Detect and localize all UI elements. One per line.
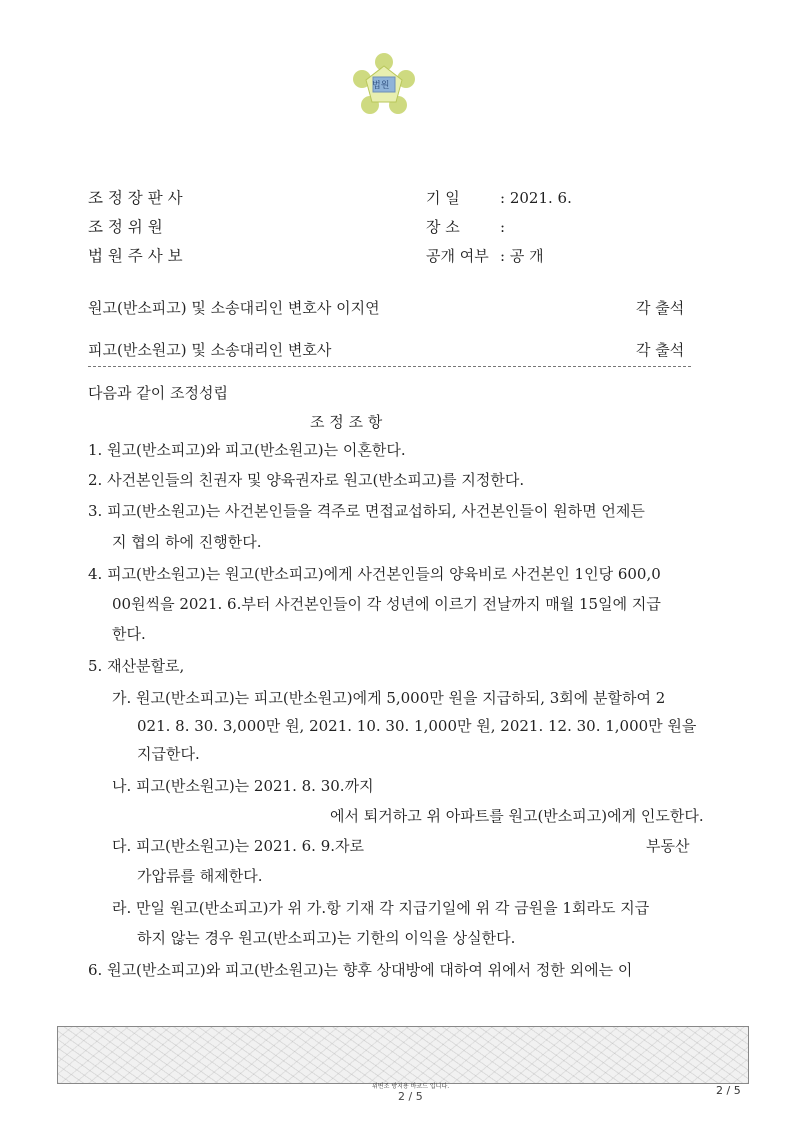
date-label: 기 일 [426, 189, 460, 207]
party-defendant-status: 각 출석 [636, 341, 685, 359]
clause-5-ra: 라. 만일 원고(반소피고)가 위 가.항 기재 각 지급기일에 위 각 금원을 1회라도 지급 [112, 899, 650, 917]
party-plaintiff-status: 각 출석 [636, 299, 685, 317]
clause-1: 1. 원고(반소피고)와 피고(반소원고)는 이혼한다. [88, 441, 406, 459]
anti-forgery-barcode [57, 1026, 749, 1084]
clause-5-ga-cont-2: 지급한다. [137, 745, 200, 763]
clause-5-ga-cont-1: 021. 8. 30. 3,000만 원, 2021. 10. 30. 1,000만 원, 2021. 12. 30. 1,000만 원을 [137, 717, 697, 735]
clause-4-cont-2: 한다. [112, 625, 146, 643]
place-value: : [500, 218, 506, 236]
clerk-label: 법 원 주 사 보 [88, 247, 183, 265]
clause-5-na: 나. 피고(반소원고)는 2021. 8. 30.까지 [112, 777, 374, 795]
clause-4: 4. 피고(반소원고)는 원고(반소피고)에게 사건본인들의 양육비로 사건본인 1인당 600,0 [88, 565, 661, 583]
clause-5-da: 다. 피고(반소원고)는 2021. 6. 9.자로 [112, 837, 365, 855]
clause-5-da-cont: 가압류를 해제한다. [137, 867, 263, 885]
clause-5-ga: 가. 원고(반소피고)는 피고(반소원고)에게 5,000만 원을 지급하되, 3회에 분할하여 2 [112, 689, 666, 707]
clause-5-ra-cont: 하지 않는 경우 원고(반소피고)는 기한의 이익을 상실한다. [137, 929, 516, 947]
clause-3: 3. 피고(반소원고)는 사건본인들을 격주로 면접교섭하되, 사건본인들이 원하면 언제든 [88, 502, 645, 520]
party-defendant: 피고(반소원고) 및 소송대리인 변호사 [88, 341, 332, 359]
public-value: : 공 개 [500, 247, 544, 265]
clause-4-cont-1: 00원씩을 2021. 6.부터 사건본인들이 각 성년에 이르기 전날까지 매월 15일에 지급 [112, 595, 661, 613]
member-label: 조 정 위 원 [88, 218, 163, 236]
clause-2: 2. 사건본인들의 친권자 및 양육권자로 원고(반소피고)를 지정한다. [88, 471, 525, 489]
clause-6: 6. 원고(반소피고)와 피고(반소원고)는 향후 상대방에 대하여 위에서 정한 외에는 이 [88, 961, 633, 979]
clause-5-da-right: 부동산 [646, 837, 690, 855]
section-title: 조 정 조 항 [310, 413, 383, 431]
page-number-center: 2 / 5 [398, 1090, 423, 1103]
date-value: : 2021. 6. [500, 189, 572, 207]
public-label: 공개 여부 [426, 247, 489, 265]
page-number-right: 2 / 5 [716, 1084, 741, 1097]
judge-label: 조 정 장 판 사 [88, 189, 183, 207]
party-plaintiff: 원고(반소피고) 및 소송대리인 변호사 이지연 [88, 299, 380, 317]
barcode-notice: 위변조 방지용 바코드 입니다. [372, 1083, 450, 1090]
intro-text: 다음과 같이 조정성립 [88, 384, 228, 402]
clause-3-cont: 지 협의 하에 진행한다. [112, 533, 262, 551]
place-label: 장 소 [426, 218, 460, 236]
dashed-divider [88, 366, 691, 367]
emblem-label: 법원 [372, 81, 390, 91]
clause-5-na-cont: 에서 퇴거하고 위 아파트를 원고(반소피고)에게 인도한다. [330, 807, 704, 825]
clause-5: 5. 재산분할로, [88, 657, 185, 675]
